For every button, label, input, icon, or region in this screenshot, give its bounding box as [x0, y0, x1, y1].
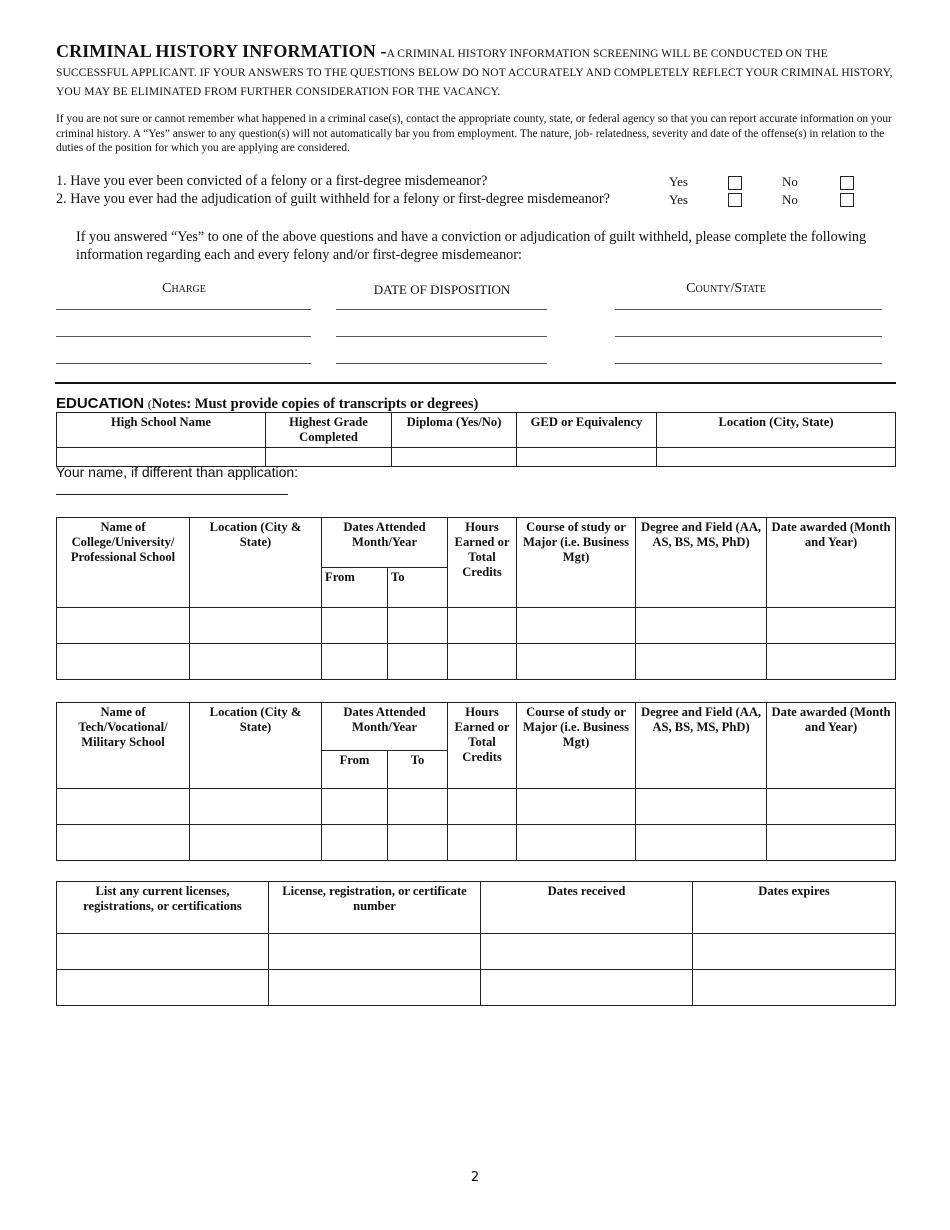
tech-cell[interactable]	[388, 825, 448, 861]
college-header-name: Name of College/University/ Professional School	[57, 518, 190, 608]
disposition-line-1[interactable]	[336, 309, 547, 310]
college-header-dates: Dates Attended Month/Year	[322, 518, 448, 568]
license-cell[interactable]	[57, 934, 269, 970]
tech-cell[interactable]	[190, 825, 322, 861]
college-table	[56, 517, 896, 680]
tech-cell[interactable]	[517, 825, 636, 861]
college-cell[interactable]	[388, 608, 448, 644]
hs-header-grade: Highest Grade Completed	[266, 413, 392, 448]
college-cell[interactable]	[448, 608, 517, 644]
your-name-line[interactable]	[56, 494, 288, 495]
county-line-3[interactable]	[615, 363, 882, 364]
q2-yes-checkbox[interactable]	[728, 193, 742, 207]
license-header-number: License, registration, or certificate number	[269, 882, 481, 934]
tech-cell[interactable]	[636, 789, 767, 825]
license-header-expires: Dates expires	[693, 882, 896, 934]
tech-header-name: Name of Tech/Vocational/ Military School	[57, 703, 190, 789]
table-row	[57, 608, 896, 644]
q2-no-label: No	[782, 192, 798, 207]
tech-cell[interactable]	[57, 825, 190, 861]
q1-no-label: No	[782, 174, 798, 189]
tech-header-from: From	[322, 751, 388, 789]
tech-header-course: Course of study or Major (i.e. Business Mgt)	[517, 703, 636, 789]
college-cell[interactable]	[517, 608, 636, 644]
tech-cell[interactable]	[322, 789, 388, 825]
license-cell[interactable]	[481, 934, 693, 970]
college-cell[interactable]	[322, 608, 388, 644]
college-cell[interactable]	[190, 644, 322, 680]
tech-cell[interactable]	[448, 825, 517, 861]
education-note: Notes: Must provide copies of transcripts or degrees)	[151, 396, 479, 412]
criminal-history-paragraph: If you are not sure or cannot remember what happened in a criminal case(s), contact the appropriate county, state, or federal agency so that you can report accurate information on your criminal history. A “Yes” answer to any question(s) will not automatically bar you from employment. The nature, job- relatedness, severity and date of the offense(s) in relation to the duties of the position for which you are applying are considered.	[56, 113, 892, 154]
date-of-disposition-column-header: DATE OF DISPOSITION	[373, 282, 511, 297]
tech-header-to: To	[388, 751, 448, 789]
hs-header-location: Location (City, State)	[657, 413, 896, 448]
college-cell[interactable]	[767, 608, 896, 644]
table-row	[57, 644, 896, 680]
q1-yes-label: Yes	[669, 174, 688, 189]
tech-cell[interactable]	[767, 825, 896, 861]
education-title: EDUCATION	[56, 395, 145, 412]
college-cell[interactable]	[767, 644, 896, 680]
license-header-list: List any current licenses, registrations, or certifications	[57, 882, 269, 934]
tech-cell[interactable]	[388, 789, 448, 825]
county-line-2[interactable]	[615, 336, 882, 337]
tech-school-table	[56, 702, 896, 861]
county-state-column-header: County/State	[686, 281, 766, 296]
table-row	[57, 789, 896, 825]
criminal-history-intro	[56, 42, 901, 101]
tech-header-degree: Degree and Field (AA, AS, BS, MS, PhD)	[636, 703, 767, 789]
tech-cell[interactable]	[190, 789, 322, 825]
education-note-paren: (	[147, 397, 152, 411]
hs-header-name: High School Name	[57, 413, 266, 448]
hs-diploma-cell[interactable]	[392, 448, 517, 467]
college-header-from: From	[322, 568, 388, 608]
college-cell[interactable]	[636, 644, 767, 680]
college-header-degree: Degree and Field (AA, AS, BS, MS, PhD)	[636, 518, 767, 608]
charge-line-3[interactable]	[56, 363, 311, 364]
tech-header-dates: Dates Attended Month/Year	[322, 703, 448, 751]
your-name-label: Your name, if different than application:	[56, 464, 299, 480]
college-cell[interactable]	[636, 608, 767, 644]
charge-line-1[interactable]	[56, 309, 311, 310]
table-row	[57, 970, 896, 1006]
hs-ged-cell[interactable]	[517, 448, 657, 467]
hs-header-diploma: Diploma (Yes/No)	[392, 413, 517, 448]
hs-location-cell[interactable]	[657, 448, 896, 467]
college-header-hours: Hours Earned or Total Credits	[448, 518, 517, 608]
tech-cell[interactable]	[767, 789, 896, 825]
college-header-to: To	[388, 568, 448, 608]
q1-no-checkbox[interactable]	[840, 176, 854, 190]
tech-header-awarded: Date awarded (Month and Year)	[767, 703, 896, 789]
college-cell[interactable]	[517, 644, 636, 680]
license-cell[interactable]	[693, 934, 896, 970]
license-cell[interactable]	[269, 970, 481, 1006]
question-1: 1. Have you ever been convicted of a felony or a first-degree misdemeanor?	[56, 173, 488, 189]
college-cell[interactable]	[57, 608, 190, 644]
college-cell[interactable]	[322, 644, 388, 680]
college-header-course: Course of study or Major (i.e. Business Mgt)	[517, 518, 636, 608]
q2-yes-label: Yes	[669, 192, 688, 207]
college-cell[interactable]	[190, 608, 322, 644]
q2-no-checkbox[interactable]	[840, 193, 854, 207]
charge-line-2[interactable]	[56, 336, 311, 337]
college-header-awarded: Date awarded (Month and Year)	[767, 518, 896, 608]
tech-cell[interactable]	[448, 789, 517, 825]
license-table	[56, 881, 896, 1006]
charge-column-header: Charge	[162, 281, 206, 296]
question-2: 2. Have you ever had the adjudication of guilt withheld for a felony or first-degree misdemeanor?	[56, 191, 610, 207]
license-cell[interactable]	[269, 934, 481, 970]
disposition-line-2[interactable]	[336, 336, 547, 337]
college-cell[interactable]	[57, 644, 190, 680]
license-cell[interactable]	[481, 970, 693, 1006]
tech-cell[interactable]	[636, 825, 767, 861]
tech-header-location: Location (City & State)	[190, 703, 322, 789]
criminal-history-warning: A CRIMINAL HISTORY INFORMATION SCREENING WILL BE CONDUCTED ON THE SUCCESSFUL APPLICANT. IF YOUR ANSWERS TO THE QUESTIONS BELOW DO NOT ACCURATELY AND COMPLETELY REFLECT YOUR CRIMINAL HISTORY, YOU MAY BE ELIMINATED FROM FURTHER CONSIDERATION FOR THE VACANCY.	[56, 48, 893, 98]
tech-cell[interactable]	[322, 825, 388, 861]
criminal-history-title: CRIMINAL HISTORY INFORMATION -	[56, 41, 387, 61]
if-yes-instructions: If you answered “Yes” to one of the above questions and have a conviction or adjudication of guilt withheld, please complete the following information regarding each and every felony and/or first-degree misdemeanor:	[76, 229, 867, 263]
license-header-received: Dates received	[481, 882, 693, 934]
q1-yes-checkbox[interactable]	[728, 176, 742, 190]
page-number: 2	[470, 1170, 480, 1185]
disposition-line-3[interactable]	[336, 363, 547, 364]
license-cell[interactable]	[57, 970, 269, 1006]
college-header-location: Location (City & State)	[190, 518, 322, 608]
county-line-1[interactable]	[615, 309, 882, 310]
tech-cell[interactable]	[57, 789, 190, 825]
college-cell[interactable]	[388, 644, 448, 680]
college-cell[interactable]	[448, 644, 517, 680]
tech-header-hours: Hours Earned or Total Credits	[448, 703, 517, 789]
table-row	[57, 934, 896, 970]
high-school-table	[56, 412, 896, 467]
license-cell[interactable]	[693, 970, 896, 1006]
tech-cell[interactable]	[517, 789, 636, 825]
education-heading	[56, 395, 478, 413]
hs-header-ged: GED or Equivalency	[517, 413, 657, 448]
table-row	[57, 825, 896, 861]
section-divider	[55, 382, 896, 384]
